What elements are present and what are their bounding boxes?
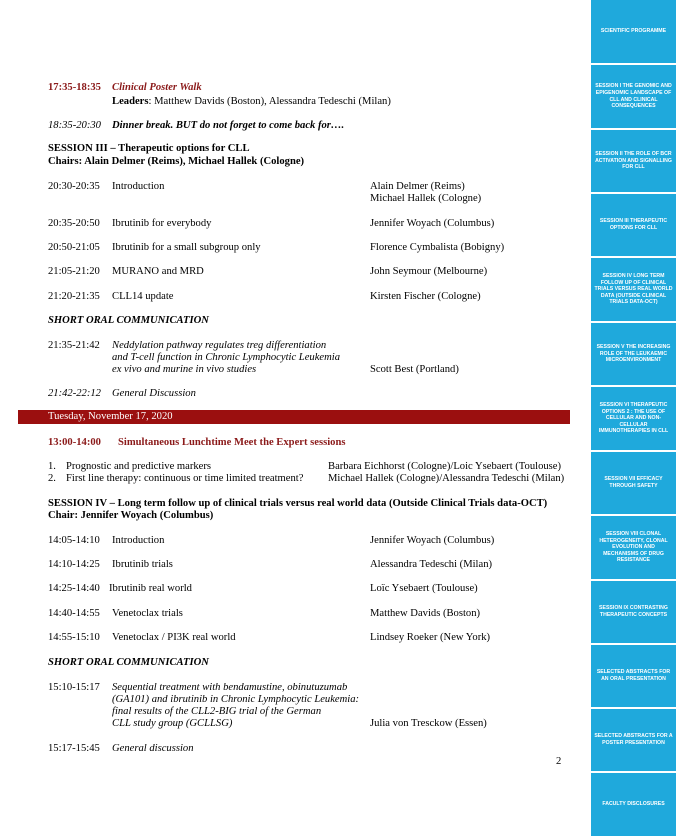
session4-oral-line2: (GA101) and ibrutinib in Chronic Lymphocytic Leukemia: (112, 694, 360, 705)
lunch-item-speakers: Michael Hallek (Cologne)/Alessandra Tedeschi (Milan) (328, 473, 565, 484)
session4-row-speaker: Lindsey Roeker (New York) (370, 632, 491, 643)
session4-oral-line1: Sequential treatment with bendamustine, obinutuzumab (112, 682, 348, 693)
sidebar-item-session-4[interactable]: SESSION IV LONG TERM FOLLOW UP OF CLINICAL TRIALS VERSUS REAL WORLD DATA (OUTSIDE CLINICAL TRIALS DATA-OCT) (591, 258, 676, 321)
sidebar-item-session-8[interactable]: SESSION VIII CLONAL HETEROGENEITY, CLONAL EVOLUTION AND MECHANISMS OF DRUG RESISTANCE (591, 516, 676, 579)
session3-row-speaker2: Michael Hallek (Cologne) (370, 193, 482, 204)
leaders-label: Leaders (112, 96, 149, 107)
session4-row-speaker: Alessandra Tedeschi (Milan) (370, 559, 493, 570)
session3-title: SESSION III – Therapeutic options for CLL (48, 143, 250, 154)
lunch-item-topic: Prognostic and predictive markers (66, 461, 212, 472)
session4-row-topic: Introduction (112, 535, 165, 546)
poster-walk-leaders (112, 96, 391, 108)
session4-row-topic: Ibrutinib real world (109, 583, 192, 594)
session4-oral-time: 15:10-15:17 (48, 682, 100, 693)
sidebar-item-session-2[interactable]: SESSION II THE ROLE OF BCR ACTIVATION AND SIGNALLING FOR CLL (591, 130, 676, 192)
sidebar-item-session-7[interactable]: SESSION VII EFFICACY THROUGH SAFETY (591, 452, 676, 514)
date-bar (18, 410, 570, 424)
session3-row-time: 20:30-20:35 (48, 181, 100, 192)
session3-row-time: 21:20-21:35 (48, 291, 100, 302)
session3-row-topic: Ibrutinib for a small subgroup only (112, 242, 261, 253)
lunch-item-num: 2. (48, 473, 56, 484)
lunch-item-topic: First line therapy: continuous or time limited treatment? (66, 473, 304, 484)
session3-row-time: 20:35-20:50 (48, 218, 100, 229)
sidebar-item-session-6[interactable]: SESSION VI THERAPEUTIC OPTIONS 2 : THE USE OF CELLULAR AND NON-CELLULAR IMMUNOTHERAPIES IN CLL (591, 387, 676, 450)
session4-oral-line4: CLL study group (GCLLSG) (112, 718, 233, 729)
session3-row-topic: MURANO and MRD (112, 266, 204, 277)
poster-walk-time: 17:35-18:35 (48, 82, 101, 93)
session3-row-speaker: Kirsten Fischer (Cologne) (370, 291, 481, 302)
session4-row-time: 14:55-15:10 (48, 632, 100, 643)
session3-oral-line3: ex vivo and murine in vivo studies (112, 364, 257, 375)
dinner-text: Dinner break. BUT do not forget to come back for…. (112, 120, 345, 131)
session3-row-time: 20:50-21:05 (48, 242, 100, 253)
sidebar-item-session-5[interactable]: SESSION V THE INCREASING ROLE OF THE LEUKAEMIC MICROENVIRONMENT (591, 323, 676, 385)
sidebar-item-oral-abstracts[interactable]: SELECTED ABSTRACTS FOR AN ORAL PRESENTATION (591, 645, 676, 707)
lunch-time: 13:00-14:00 (48, 437, 101, 448)
session3-row-topic: Introduction (112, 181, 165, 192)
lunch-item-num: 1. (48, 461, 56, 472)
session4-row-speaker: Jennifer Woyach (Columbus) (370, 535, 495, 546)
session3-row-speaker: Alain Delmer (Reims) (370, 181, 465, 192)
session4-row-speaker: Loïc Ysebaert (Toulouse) (370, 583, 478, 594)
session4-chair: Chair: Jennifer Woyach (Columbus) (48, 510, 214, 521)
session3-oral-heading: SHORT ORAL COMMUNICATION (48, 315, 209, 326)
date-bar-text: Tuesday, November 17, 2020 (48, 411, 173, 422)
session3-row-time: 21:05-21:20 (48, 266, 100, 277)
lunch-item-speakers: Barbara Eichhorst (Cologne)/Loic Ysebaert (Toulouse) (328, 461, 562, 472)
session4-row-time: 14:25-14:40 (48, 583, 100, 594)
session4-row-topic: Venetoclax trials (112, 608, 183, 619)
session3-row-speaker: Jennifer Woyach (Columbus) (370, 218, 495, 229)
session3-row-topic: CLL14 update (112, 291, 174, 302)
poster-walk-title: Clinical Poster Walk (112, 82, 202, 93)
sidebar-item-poster-abstracts[interactable]: SELECTED ABSTRACTS FOR A POSTER PRESENTATION (591, 709, 676, 771)
session3-chairs: Chairs: Alain Delmer (Reims), Michael Hallek (Cologne) (48, 156, 305, 167)
session3-discussion-text: General Discussion (112, 388, 196, 399)
page-number: 2 (556, 756, 562, 767)
session4-row-speaker: Matthew Davids (Boston) (370, 608, 481, 619)
session3-oral-speaker: Scott Best (Portland) (370, 364, 459, 375)
session4-oral-line3: final results of the CLL2-BIG trial of the German (112, 706, 322, 717)
lunch-title: Simultaneous Lunchtime Meet the Expert sessions (118, 437, 346, 448)
session3-oral-line2: and T-cell function in Chronic Lymphocytic Leukemia (112, 352, 340, 363)
dinner-time: 18:35-20:30 (48, 120, 101, 131)
session4-row-time: 14:40-14:55 (48, 608, 100, 619)
sidebar-item-session-1[interactable]: SESSION I THE GENOMIC AND EPIGENOMIC LANDSCAPE OF CLL AND CLINICAL CONSEQUENCES (591, 65, 676, 128)
session4-oral-heading: SHORT ORAL COMMUNICATION (48, 657, 209, 668)
session3-row-topic: Ibrutinib for everybody (112, 218, 212, 229)
session4-oral-speaker: Julia von Tresckow (Essen) (370, 718, 487, 729)
sidebar-nav (591, 0, 676, 836)
leaders-names: : Matthew Davids (Boston), Alessandra Tedeschi (Milan) (148, 96, 391, 107)
session4-discussion-text: General discussion (112, 743, 194, 754)
session3-oral-line1: Neddylation pathway regulates treg differentiation (112, 340, 327, 351)
sidebar-item-faculty-disclosures[interactable]: FACULTY DISCLOSURES (591, 773, 676, 836)
session3-discussion-time: 21:42-22:12 (48, 388, 101, 399)
session3-row-speaker: John Seymour (Melbourne) (370, 266, 488, 277)
session3-oral-time: 21:35-21:42 (48, 340, 100, 351)
sidebar-item-session-3[interactable]: SESSION III THERAPEUTIC OPTIONS FOR CLL (591, 194, 676, 256)
session4-row-topic: Ibrutinib trials (112, 559, 173, 570)
session3-row-speaker: Florence Cymbalista (Bobigny) (370, 242, 505, 253)
session4-row-time: 14:05-14:10 (48, 535, 100, 546)
session4-row-time: 14:10-14:25 (48, 559, 100, 570)
sidebar-item-session-9[interactable]: SESSION IX CONTRASTING THERAPEUTIC CONCEPTS (591, 581, 676, 643)
sidebar-item-scientific-programme[interactable]: SCIENTIFIC PROGRAMME (591, 0, 676, 63)
session4-discussion-time: 15:17-15:45 (48, 743, 100, 754)
session4-row-topic: Venetoclax / PI3K real world (112, 632, 236, 643)
session4-title: SESSION IV – Long term follow up of clinical trials versus real world data (Outside Clinical Trials data-OCT) (48, 498, 548, 509)
